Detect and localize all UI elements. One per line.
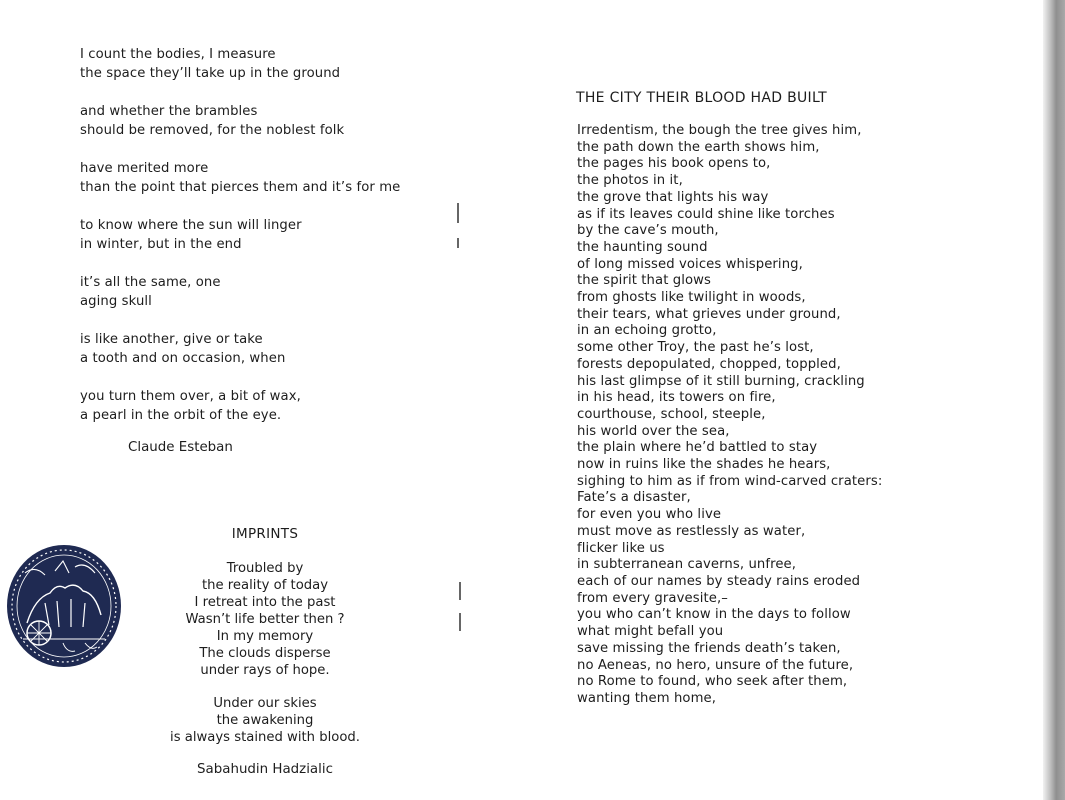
chariot-medallion-image [5,543,123,669]
binding-mark [457,238,459,248]
poem-line: in his head, its towers on fire, [577,390,776,406]
poem-line: the path down the earth shows him, [577,139,820,155]
poem-line: the photos in it, [577,173,683,189]
poem-line: what might befall you [577,624,724,640]
stanza-break [80,140,400,159]
poem-line: his last glimpse of it still burning, crackling [577,373,865,389]
poem-line: by the cave’s mouth, [577,223,719,239]
poem-line: flicker like us [577,540,665,556]
stanza-break [80,368,400,387]
poem-line: in an echoing grotto, [577,323,717,339]
poem-line: in subterranean caverns, unfree, [577,557,797,573]
poem-title: THE CITY THEIR BLOOD HAD BUILT [576,90,827,106]
stanza-break [80,83,400,102]
poem-line: aging skull [80,294,152,309]
poem-line: Irredentism, the bough the tree gives him, [577,123,862,138]
poem-author-esteban: Claude Esteban [128,440,233,455]
poem-line: his world over the sea, [577,423,730,439]
poem-line: a pearl in the orbit of the eye. [80,408,282,423]
poem-line: their tears, what grieves under ground, [577,306,841,322]
poem-line: and whether the brambles [80,104,258,119]
poem-line: a tooth and on occasion, when [80,351,286,366]
poem-line: the plain where he’d battled to stay [577,440,818,456]
poem-line: of long missed voices whispering, [577,256,803,272]
poem-line: Wasn’t life better then ? [185,612,345,627]
poem-author-hadzialic: Sabahudin Hadzialic [197,762,333,777]
poem-line: than the point that pierces them and it’s for me [80,180,401,195]
poem-line: the haunting sound [577,239,708,255]
poem-line: you turn them over, a bit of wax, [80,389,301,404]
poem-line: sighing to him as if from wind-carved craters: [577,473,883,489]
stanza-break [80,311,400,330]
poem-line: each of our names by steady rains eroded [577,573,861,589]
poem-line: now in ruins like the shades he hears, [577,457,831,473]
stanza-break [80,254,400,273]
poem-line: is always stained with blood. [170,730,360,745]
poem-line: under rays of hope. [200,663,330,678]
poem-line: have merited more [80,161,209,176]
poem-line: the grove that lights his way [577,189,769,205]
poem-line: the reality of today [201,578,329,593]
binding-mark [457,203,459,223]
poem-line: no Rome to found, who seek after them, [577,674,848,690]
poem-line: I count the bodies, I measure [80,47,276,62]
poem-line: courthouse, school, steeple, [577,406,766,422]
poem-line: must move as restlessly as water, [577,523,806,539]
page-edge-shadow [1043,0,1065,800]
poem-line: forests depopulated, chopped, toppled, [577,356,841,372]
stanza-break [80,197,400,216]
poem-line: to know where the sun will linger [80,218,302,233]
poem-line: as if its leaves could shine like torches [577,206,835,222]
poem-line: save missing the friends death’s taken, [577,640,841,656]
poem-line: Troubled by [226,561,304,576]
poem-line: you who can’t know in the days to follow [577,607,851,623]
poem-line: wanting them home, [577,690,717,706]
poem-line: the awakening [216,713,314,728]
binding-mark [459,582,461,600]
poem-line: it’s all the same, one [80,275,221,290]
poem-line: is like another, give or take [80,332,263,347]
city-poem [577,123,882,708]
imprints-title: IMPRINTS [231,526,299,542]
poem-line: I retreat into the past [194,595,336,610]
poem-line: in winter, but in the end [80,237,242,252]
left-page [0,0,530,800]
poem-line: no Aeneas, no hero, unsure of the future, [577,657,854,673]
poem-line: the pages his book opens to, [577,156,771,172]
poem-line: should be removed, for the noblest folk [80,123,345,138]
poem-line: In my memory [216,629,314,644]
poem-line: from ghosts like twilight in woods, [577,290,806,306]
stanza-break [0,679,530,695]
poem-line: The clouds disperse [199,646,331,661]
right-page [530,0,1045,800]
poem-line: some other Troy, the past he’s lost, [577,340,814,356]
poem-line: the spirit that glows [577,273,712,289]
poem-line: Under our skies [213,696,317,711]
esteban-poem [80,45,400,425]
poem-line: for even you who live [577,507,722,523]
poem-line: from every gravesite,– [577,590,728,606]
poem-line: the space they’ll take up in the ground [80,66,341,81]
binding-mark [459,613,461,631]
poem-line: Fate’s a disaster, [577,490,691,506]
